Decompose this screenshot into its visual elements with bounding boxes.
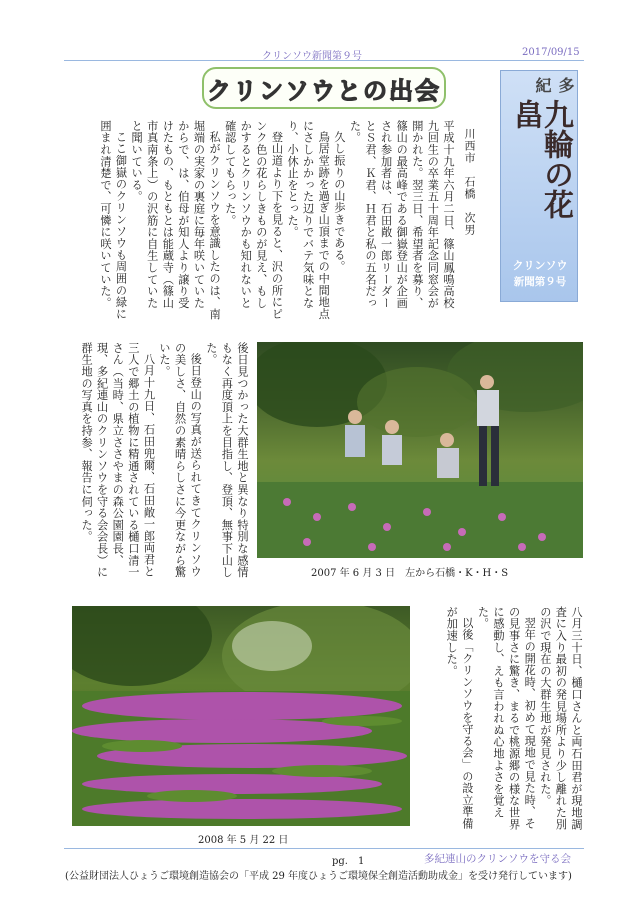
- paragraph: 後日見つかった大群生地と異なり特別な感情もなく再度頂上を目指し、登頂、無事下山した。: [204, 342, 249, 578]
- logo-big-text: 九輪の花畠: [508, 98, 573, 219]
- photo-caption-2: 2008 年 5 月 22 日: [198, 835, 289, 846]
- paragraph: ここ御嶽のクリンソウも周囲の緑に囲まれ清楚で、可憐に咲いていた。: [98, 120, 128, 320]
- author-byline: 川西市 石橋 次男: [463, 128, 476, 236]
- page-number: pg. 1: [332, 856, 365, 867]
- photo-caption-1: 2007 年 6 月 3 日 左から石橋・K・H・S: [311, 568, 509, 579]
- article-title-box: [202, 67, 446, 109]
- flower-field-photo: [72, 606, 410, 826]
- newsletter-badge: [500, 70, 578, 302]
- header-rule: [64, 60, 584, 61]
- paragraph: 鳥居堂跡を過ぎ山頂までの中間地点にさしかかった辺りでバテ気味となり、小休止をとった。: [286, 120, 331, 320]
- article-column-1: [74, 120, 456, 320]
- paragraph: 私がクリンソウを意識したのは、南堀端の実家の裏庭に毎年咲いていたからで、は、伯母が知人より譲り受けたもの、もともとは能蔵寺（篠山市真南条上）の沢筋に自生していたと聞いている。: [130, 120, 222, 320]
- logo-small-text: 多紀: [533, 77, 575, 93]
- paragraph: 登山道より下を見ると、沢の所にピンク色の花らしきものが見え、もしかするとクリンソウかも知れないと確認してもらった。: [223, 120, 284, 320]
- paragraph: 八月十九日、石田兜爾、石田敞一郎両君と三人で郷土の植物に精通されている樋口清一さん（当時、県立ささやまの森公園園長、現、多紀連山のクリンソウを守る会会長）に群生地の写真を持参、報告に伺った。: [80, 342, 156, 578]
- group-photo: [257, 342, 583, 558]
- header-newsletter-issue: クリンソウ新聞第９号: [262, 51, 362, 62]
- paragraph: 後日登山の写真が送られてきてクリンソウの美しさ、自然の素晴らしさに今更ながら驚いた。: [158, 342, 203, 578]
- header-date: 2017/09/15: [522, 47, 580, 58]
- footer-funding-note: (公益財団法人ひょうご環境創造協会の「平成 29 年度ひょうご環境保全創造活動助成金」を受け発行しています): [65, 871, 572, 882]
- paragraph: 八月三十日、樋口さんと両石田君が現地調査に入り最初の発見場所より少し離れた別の沢で現在の大群生地が発見された。: [538, 606, 583, 831]
- paragraph: 久し振りの山歩きである。: [332, 131, 346, 273]
- paragraph: 以後「クリンソウを守る会」の設立準備が加速した。: [445, 606, 474, 830]
- paragraph: 平成十九年六月二日、篠山鳳鳴高校九回生の卒業五十周年記念同窓会が開かれた。翌三日、希望者を募り、篠山の最高峰である御嶽登山が企画され参加者は、石田敞一郎リーダーとＳ君、Ｋ君、Ｈ君と私の五名だった。: [348, 120, 455, 309]
- badge-line-1: クリンソウ: [512, 259, 568, 272]
- newsletter-logo: [508, 77, 575, 237]
- article-column-2: [74, 342, 250, 588]
- article-column-3: [420, 606, 584, 838]
- footer-organization: 多紀連山のクリンソウを守る会: [424, 853, 571, 865]
- article-title: クリンソウとの出会: [207, 76, 441, 105]
- badge-line-2: 新聞第９号: [513, 276, 567, 288]
- paragraph: 翌年の開花時、初めて現地で見た時、その見事さに驚き、まるで桃源郷の様な世界に感動し、えも言われぬ心地よさを覚えた。: [476, 606, 537, 831]
- footer-rule: [64, 848, 584, 849]
